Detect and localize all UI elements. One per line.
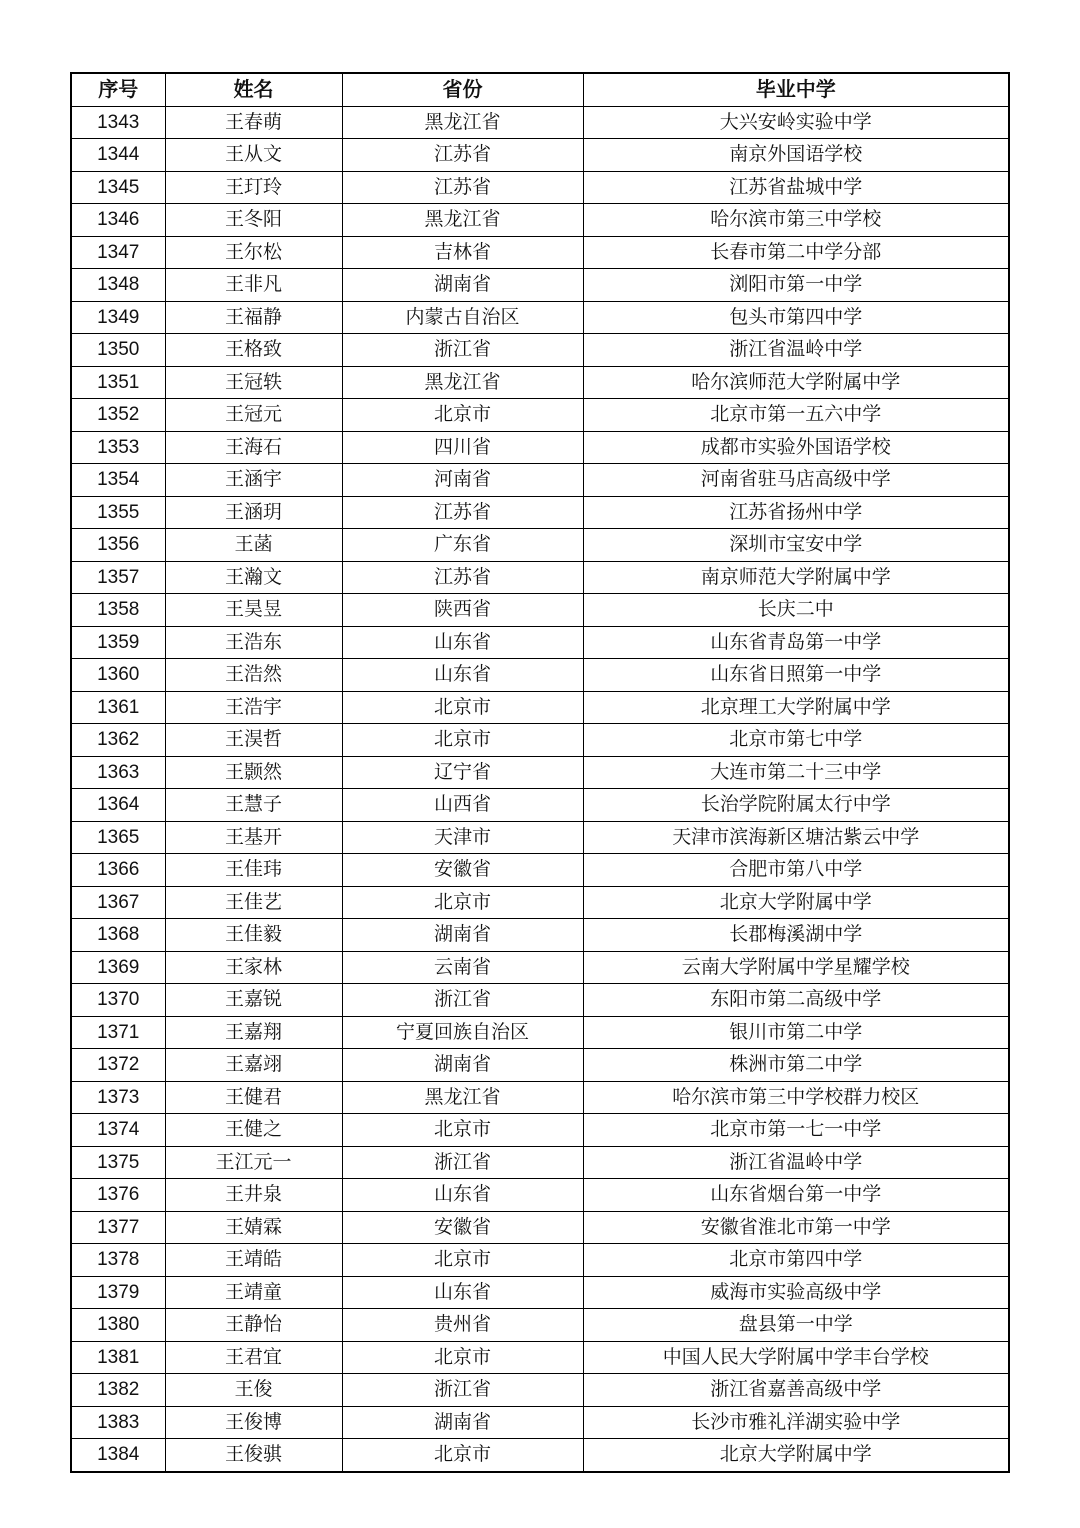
cell-name: 王家林 (165, 951, 342, 984)
cell-province: 江苏省 (342, 171, 583, 204)
cell-province: 江苏省 (342, 139, 583, 172)
cell-name: 王嘉翊 (165, 1049, 342, 1082)
table-row (71, 1439, 1009, 1472)
cell-name: 王浩然 (165, 659, 342, 692)
table-row (71, 1049, 1009, 1082)
cell-high-school: 长春市第二中学分部 (583, 236, 1009, 269)
cell-name: 王靖童 (165, 1276, 342, 1309)
cell-province: 江苏省 (342, 496, 583, 529)
cell-high-school: 株洲市第二中学 (583, 1049, 1009, 1082)
cell-name: 王浩宇 (165, 691, 342, 724)
cell-name: 王冠元 (165, 399, 342, 432)
cell-name: 王春萌 (165, 106, 342, 139)
table-row (71, 691, 1009, 724)
cell-name: 王颢然 (165, 756, 342, 789)
cell-name: 王昊昱 (165, 594, 342, 627)
table-row (71, 886, 1009, 919)
table-row (71, 139, 1009, 172)
cell-high-school: 北京理工大学附属中学 (583, 691, 1009, 724)
cell-serial-number: 1368 (71, 919, 165, 952)
cell-province: 浙江省 (342, 1374, 583, 1407)
cell-name: 王健之 (165, 1114, 342, 1147)
cell-province: 北京市 (342, 399, 583, 432)
cell-high-school: 浏阳市第一中学 (583, 269, 1009, 302)
cell-province: 黑龙江省 (342, 106, 583, 139)
cell-serial-number: 1343 (71, 106, 165, 139)
table-row (71, 236, 1009, 269)
table-row (71, 561, 1009, 594)
cell-name: 王嘉锐 (165, 984, 342, 1017)
cell-name: 王冠轶 (165, 366, 342, 399)
table-row (71, 724, 1009, 757)
cell-province: 贵州省 (342, 1309, 583, 1342)
cell-province: 北京市 (342, 1341, 583, 1374)
table-row (71, 1114, 1009, 1147)
table-row (71, 1341, 1009, 1374)
cell-high-school: 北京市第四中学 (583, 1244, 1009, 1277)
cell-name: 王格致 (165, 334, 342, 367)
cell-name: 王淏哲 (165, 724, 342, 757)
cell-serial-number: 1366 (71, 854, 165, 887)
cell-high-school: 东阳市第二高级中学 (583, 984, 1009, 1017)
cell-serial-number: 1367 (71, 886, 165, 919)
header-province: 省份 (342, 73, 583, 106)
cell-serial-number: 1373 (71, 1081, 165, 1114)
cell-high-school: 南京师范大学附属中学 (583, 561, 1009, 594)
cell-province: 内蒙古自治区 (342, 301, 583, 334)
cell-high-school: 山东省日照第一中学 (583, 659, 1009, 692)
table-row (71, 106, 1009, 139)
cell-serial-number: 1344 (71, 139, 165, 172)
cell-name: 王靖皓 (165, 1244, 342, 1277)
table-row (71, 984, 1009, 1017)
cell-province: 安徽省 (342, 854, 583, 887)
cell-name: 王从文 (165, 139, 342, 172)
table-row (71, 1309, 1009, 1342)
cell-serial-number: 1381 (71, 1341, 165, 1374)
cell-high-school: 长庆二中 (583, 594, 1009, 627)
table-header (71, 73, 1009, 106)
cell-serial-number: 1355 (71, 496, 165, 529)
cell-province: 北京市 (342, 724, 583, 757)
cell-name: 王婧霖 (165, 1211, 342, 1244)
cell-high-school: 北京市第一五六中学 (583, 399, 1009, 432)
table-row (71, 1146, 1009, 1179)
cell-high-school: 威海市实验高级中学 (583, 1276, 1009, 1309)
cell-serial-number: 1347 (71, 236, 165, 269)
cell-province: 广东省 (342, 529, 583, 562)
cell-high-school: 合肥市第八中学 (583, 854, 1009, 887)
cell-name: 王佳玮 (165, 854, 342, 887)
cell-name: 王江元一 (165, 1146, 342, 1179)
cell-name: 王俊骐 (165, 1439, 342, 1472)
cell-serial-number: 1371 (71, 1016, 165, 1049)
cell-serial-number: 1350 (71, 334, 165, 367)
cell-serial-number: 1375 (71, 1146, 165, 1179)
cell-serial-number: 1349 (71, 301, 165, 334)
cell-province: 浙江省 (342, 1146, 583, 1179)
cell-high-school: 南京外国语学校 (583, 139, 1009, 172)
table-row (71, 821, 1009, 854)
cell-high-school: 山东省烟台第一中学 (583, 1179, 1009, 1212)
cell-serial-number: 1359 (71, 626, 165, 659)
cell-high-school: 北京市第一七一中学 (583, 1114, 1009, 1147)
table-row (71, 204, 1009, 237)
cell-name: 王基开 (165, 821, 342, 854)
cell-high-school: 银川市第二中学 (583, 1016, 1009, 1049)
cell-serial-number: 1352 (71, 399, 165, 432)
cell-name: 王君宜 (165, 1341, 342, 1374)
header-name: 姓名 (165, 73, 342, 106)
cell-name: 王非凡 (165, 269, 342, 302)
cell-name: 王佳艺 (165, 886, 342, 919)
cell-serial-number: 1382 (71, 1374, 165, 1407)
cell-serial-number: 1378 (71, 1244, 165, 1277)
cell-serial-number: 1360 (71, 659, 165, 692)
cell-high-school: 天津市滨海新区塘沽紫云中学 (583, 821, 1009, 854)
cell-province: 北京市 (342, 886, 583, 919)
cell-high-school: 浙江省温岭中学 (583, 334, 1009, 367)
cell-serial-number: 1363 (71, 756, 165, 789)
cell-name: 王佳毅 (165, 919, 342, 952)
cell-province: 江苏省 (342, 561, 583, 594)
table-row (71, 594, 1009, 627)
table-row (71, 1016, 1009, 1049)
cell-serial-number: 1364 (71, 789, 165, 822)
cell-serial-number: 1384 (71, 1439, 165, 1472)
cell-serial-number: 1372 (71, 1049, 165, 1082)
table-row (71, 1406, 1009, 1439)
cell-province: 山东省 (342, 1179, 583, 1212)
cell-name: 王涵宇 (165, 464, 342, 497)
cell-province: 山西省 (342, 789, 583, 822)
cell-high-school: 大兴安岭实验中学 (583, 106, 1009, 139)
cell-name: 王健君 (165, 1081, 342, 1114)
cell-serial-number: 1358 (71, 594, 165, 627)
table-row (71, 399, 1009, 432)
cell-name: 王冬阳 (165, 204, 342, 237)
cell-province: 山东省 (342, 1276, 583, 1309)
cell-province: 湖南省 (342, 1049, 583, 1082)
header-high-school: 毕业中学 (583, 73, 1009, 106)
cell-high-school: 浙江省温岭中学 (583, 1146, 1009, 1179)
cell-province: 辽宁省 (342, 756, 583, 789)
header-serial-number: 序号 (71, 73, 165, 106)
cell-high-school: 深圳市宝安中学 (583, 529, 1009, 562)
table-row (71, 529, 1009, 562)
cell-province: 河南省 (342, 464, 583, 497)
cell-province: 北京市 (342, 1114, 583, 1147)
table-row (71, 1276, 1009, 1309)
cell-name: 王嘉翔 (165, 1016, 342, 1049)
cell-province: 北京市 (342, 1439, 583, 1472)
cell-name: 王井泉 (165, 1179, 342, 1212)
cell-serial-number: 1374 (71, 1114, 165, 1147)
cell-serial-number: 1369 (71, 951, 165, 984)
cell-high-school: 包头市第四中学 (583, 301, 1009, 334)
cell-high-school: 河南省驻马店高级中学 (583, 464, 1009, 497)
table-row (71, 1244, 1009, 1277)
cell-province: 吉林省 (342, 236, 583, 269)
cell-province: 黑龙江省 (342, 204, 583, 237)
cell-serial-number: 1345 (71, 171, 165, 204)
cell-high-school: 北京大学附属中学 (583, 1439, 1009, 1472)
cell-name: 王俊博 (165, 1406, 342, 1439)
cell-name: 王慧子 (165, 789, 342, 822)
cell-high-school: 成都市实验外国语学校 (583, 431, 1009, 464)
cell-province: 四川省 (342, 431, 583, 464)
table-row (71, 919, 1009, 952)
cell-province: 山东省 (342, 626, 583, 659)
cell-name: 王静怡 (165, 1309, 342, 1342)
cell-province: 宁夏回族自治区 (342, 1016, 583, 1049)
cell-high-school: 云南大学附属中学星耀学校 (583, 951, 1009, 984)
cell-serial-number: 1362 (71, 724, 165, 757)
cell-province: 北京市 (342, 1244, 583, 1277)
roster-table (70, 72, 1010, 1473)
cell-province: 湖南省 (342, 1406, 583, 1439)
table-row (71, 301, 1009, 334)
cell-high-school: 中国人民大学附属中学丰台学校 (583, 1341, 1009, 1374)
cell-province: 浙江省 (342, 984, 583, 1017)
cell-province: 湖南省 (342, 269, 583, 302)
cell-serial-number: 1377 (71, 1211, 165, 1244)
cell-serial-number: 1356 (71, 529, 165, 562)
table-row (71, 366, 1009, 399)
cell-serial-number: 1383 (71, 1406, 165, 1439)
cell-name: 王菡 (165, 529, 342, 562)
cell-province: 黑龙江省 (342, 1081, 583, 1114)
cell-high-school: 长治学院附属太行中学 (583, 789, 1009, 822)
table-body (71, 106, 1009, 1472)
cell-high-school: 长沙市雅礼洋湖实验中学 (583, 1406, 1009, 1439)
table-row (71, 1081, 1009, 1114)
cell-province: 山东省 (342, 659, 583, 692)
cell-high-school: 浙江省嘉善高级中学 (583, 1374, 1009, 1407)
cell-serial-number: 1351 (71, 366, 165, 399)
cell-high-school: 大连市第二十三中学 (583, 756, 1009, 789)
table-row (71, 951, 1009, 984)
cell-serial-number: 1357 (71, 561, 165, 594)
cell-high-school: 北京市第七中学 (583, 724, 1009, 757)
cell-serial-number: 1365 (71, 821, 165, 854)
cell-serial-number: 1346 (71, 204, 165, 237)
table-row (71, 496, 1009, 529)
cell-province: 云南省 (342, 951, 583, 984)
cell-high-school: 盘县第一中学 (583, 1309, 1009, 1342)
table-row (71, 659, 1009, 692)
cell-serial-number: 1370 (71, 984, 165, 1017)
cell-name: 王浩东 (165, 626, 342, 659)
cell-high-school: 江苏省盐城中学 (583, 171, 1009, 204)
cell-province: 湖南省 (342, 919, 583, 952)
cell-high-school: 江苏省扬州中学 (583, 496, 1009, 529)
cell-name: 王瀚文 (165, 561, 342, 594)
cell-province: 安徽省 (342, 1211, 583, 1244)
table-row (71, 1211, 1009, 1244)
table-row (71, 431, 1009, 464)
table-row (71, 756, 1009, 789)
cell-high-school: 哈尔滨市第三中学校群力校区 (583, 1081, 1009, 1114)
cell-high-school: 山东省青岛第一中学 (583, 626, 1009, 659)
table-row (71, 1374, 1009, 1407)
table-row (71, 171, 1009, 204)
header-row (71, 73, 1009, 106)
cell-high-school: 哈尔滨市第三中学校 (583, 204, 1009, 237)
cell-province: 北京市 (342, 691, 583, 724)
cell-name: 王福静 (165, 301, 342, 334)
cell-province: 陕西省 (342, 594, 583, 627)
cell-serial-number: 1354 (71, 464, 165, 497)
cell-high-school: 北京大学附属中学 (583, 886, 1009, 919)
cell-high-school: 哈尔滨师范大学附属中学 (583, 366, 1009, 399)
cell-name: 王尔松 (165, 236, 342, 269)
table-row (71, 854, 1009, 887)
cell-high-school: 长郡梅溪湖中学 (583, 919, 1009, 952)
table-row (71, 334, 1009, 367)
cell-name: 王海石 (165, 431, 342, 464)
cell-serial-number: 1353 (71, 431, 165, 464)
cell-serial-number: 1380 (71, 1309, 165, 1342)
cell-province: 天津市 (342, 821, 583, 854)
cell-high-school: 安徽省淮北市第一中学 (583, 1211, 1009, 1244)
table-row (71, 626, 1009, 659)
table-row (71, 789, 1009, 822)
table-row (71, 1179, 1009, 1212)
cell-serial-number: 1361 (71, 691, 165, 724)
cell-name: 王玎玲 (165, 171, 342, 204)
cell-name: 王俊 (165, 1374, 342, 1407)
cell-province: 黑龙江省 (342, 366, 583, 399)
table-row (71, 464, 1009, 497)
cell-serial-number: 1348 (71, 269, 165, 302)
table-row (71, 269, 1009, 302)
cell-province: 浙江省 (342, 334, 583, 367)
cell-name: 王涵玥 (165, 496, 342, 529)
cell-serial-number: 1379 (71, 1276, 165, 1309)
cell-serial-number: 1376 (71, 1179, 165, 1212)
